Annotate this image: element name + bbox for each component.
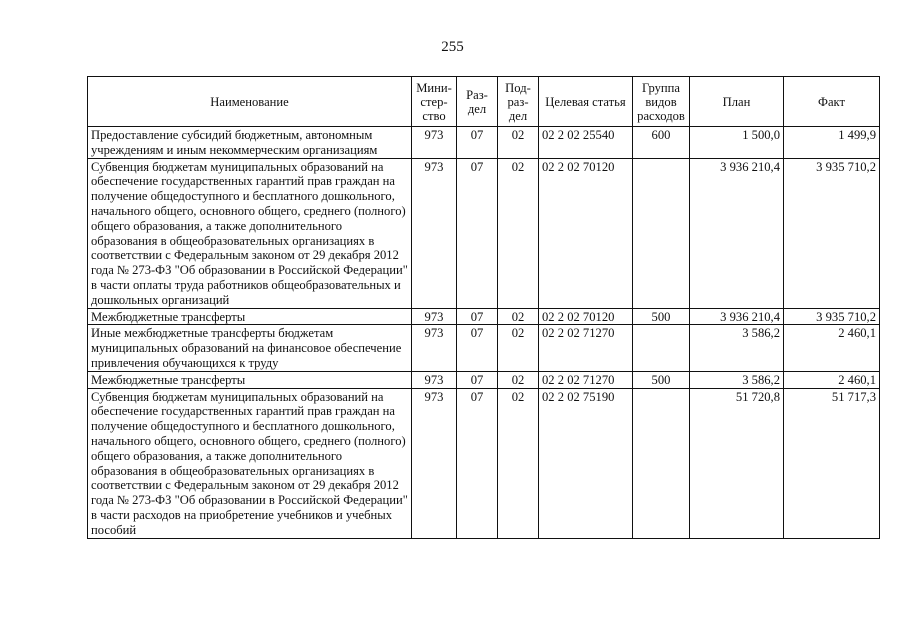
header-subsection: Под-раз-дел bbox=[498, 77, 539, 127]
cell-group: 500 bbox=[633, 308, 690, 325]
cell-target: 02 2 02 70120 bbox=[539, 308, 633, 325]
cell-group bbox=[633, 388, 690, 538]
cell-subsection: 02 bbox=[498, 127, 539, 159]
table-header-row bbox=[88, 77, 880, 127]
cell-fact: 3 935 710,2 bbox=[784, 308, 880, 325]
cell-name: Межбюджетные трансферты bbox=[88, 371, 412, 388]
cell-group bbox=[633, 158, 690, 308]
cell-subsection: 02 bbox=[498, 388, 539, 538]
header-section: Раз-дел bbox=[457, 77, 498, 127]
cell-subsection: 02 bbox=[498, 308, 539, 325]
header-fact: Факт bbox=[784, 77, 880, 127]
cell-plan: 3 586,2 bbox=[690, 325, 784, 371]
cell-fact: 1 499,9 bbox=[784, 127, 880, 159]
cell-name: Межбюджетные трансферты bbox=[88, 308, 412, 325]
cell-subsection: 02 bbox=[498, 371, 539, 388]
header-ministry: Мини-стер-ство bbox=[412, 77, 457, 127]
cell-group: 600 bbox=[633, 127, 690, 159]
cell-plan: 51 720,8 bbox=[690, 388, 784, 538]
cell-ministry: 973 bbox=[412, 371, 457, 388]
cell-subsection: 02 bbox=[498, 158, 539, 308]
cell-plan: 3 586,2 bbox=[690, 371, 784, 388]
cell-name: Субвенция бюджетам муниципальных образований на обеспечение государственных гарантий прав граждан на получение общедоступного и бесплатного дошкольного, начального общего, основного общего, среднего (полного) общего образования, а также дополнительного образования в общеобразовательных организациях в соответствии с Федеральным законом от 29 декабря 2012 года № 273-ФЗ "Об образовании в Российской Федерации" в части оплаты труда работников общеобразовательных и дошкольных организаций bbox=[88, 158, 412, 308]
header-name: Наименование bbox=[88, 77, 412, 127]
cell-subsection: 02 bbox=[498, 325, 539, 371]
cell-plan: 3 936 210,4 bbox=[690, 308, 784, 325]
cell-plan: 1 500,0 bbox=[690, 127, 784, 159]
cell-name: Предоставление субсидий бюджетным, автономным учреждениям и иным некоммерческим организациям bbox=[88, 127, 412, 159]
cell-fact: 2 460,1 bbox=[784, 325, 880, 371]
cell-target: 02 2 02 71270 bbox=[539, 371, 633, 388]
header-target: Целевая статья bbox=[539, 77, 633, 127]
page-number: 255 bbox=[441, 39, 464, 55]
cell-section: 07 bbox=[457, 158, 498, 308]
cell-section: 07 bbox=[457, 325, 498, 371]
cell-name: Иные межбюджетные трансферты бюджетам муниципальных образований на финансовое обеспечение привлечения обучающихся к труду bbox=[88, 325, 412, 371]
cell-ministry: 973 bbox=[412, 388, 457, 538]
cell-section: 07 bbox=[457, 127, 498, 159]
cell-section: 07 bbox=[457, 388, 498, 538]
table-row bbox=[88, 325, 880, 371]
table-row bbox=[88, 388, 880, 538]
cell-section: 07 bbox=[457, 371, 498, 388]
cell-fact: 2 460,1 bbox=[784, 371, 880, 388]
cell-target: 02 2 02 70120 bbox=[539, 158, 633, 308]
cell-section: 07 bbox=[457, 308, 498, 325]
cell-plan: 3 936 210,4 bbox=[690, 158, 784, 308]
cell-target: 02 2 02 75190 bbox=[539, 388, 633, 538]
table-row bbox=[88, 371, 880, 388]
cell-group bbox=[633, 325, 690, 371]
cell-target: 02 2 02 25540 bbox=[539, 127, 633, 159]
header-group: Группа видов расходов bbox=[633, 77, 690, 127]
table-row bbox=[88, 127, 880, 159]
cell-name: Субвенция бюджетам муниципальных образований на обеспечение государственных гарантий прав граждан на получение общедоступного и бесплатного дошкольного, начального общего, основного общего, среднего (полного) общего образования, а также дополнительного образования в общеобразовательных организациях в соответствии с Федеральным законом от 29 декабря 2012 года № 273-ФЗ "Об образовании в Российской Федерации" в части расходов на приобретение учебников и учебных пособий bbox=[88, 388, 412, 538]
budget-table bbox=[87, 76, 880, 539]
cell-ministry: 973 bbox=[412, 325, 457, 371]
cell-group: 500 bbox=[633, 371, 690, 388]
cell-target: 02 2 02 71270 bbox=[539, 325, 633, 371]
header-plan: План bbox=[690, 77, 784, 127]
table-row bbox=[88, 158, 880, 308]
cell-ministry: 973 bbox=[412, 308, 457, 325]
cell-ministry: 973 bbox=[412, 158, 457, 308]
table-row bbox=[88, 308, 880, 325]
cell-ministry: 973 bbox=[412, 127, 457, 159]
cell-fact: 3 935 710,2 bbox=[784, 158, 880, 308]
cell-fact: 51 717,3 bbox=[784, 388, 880, 538]
